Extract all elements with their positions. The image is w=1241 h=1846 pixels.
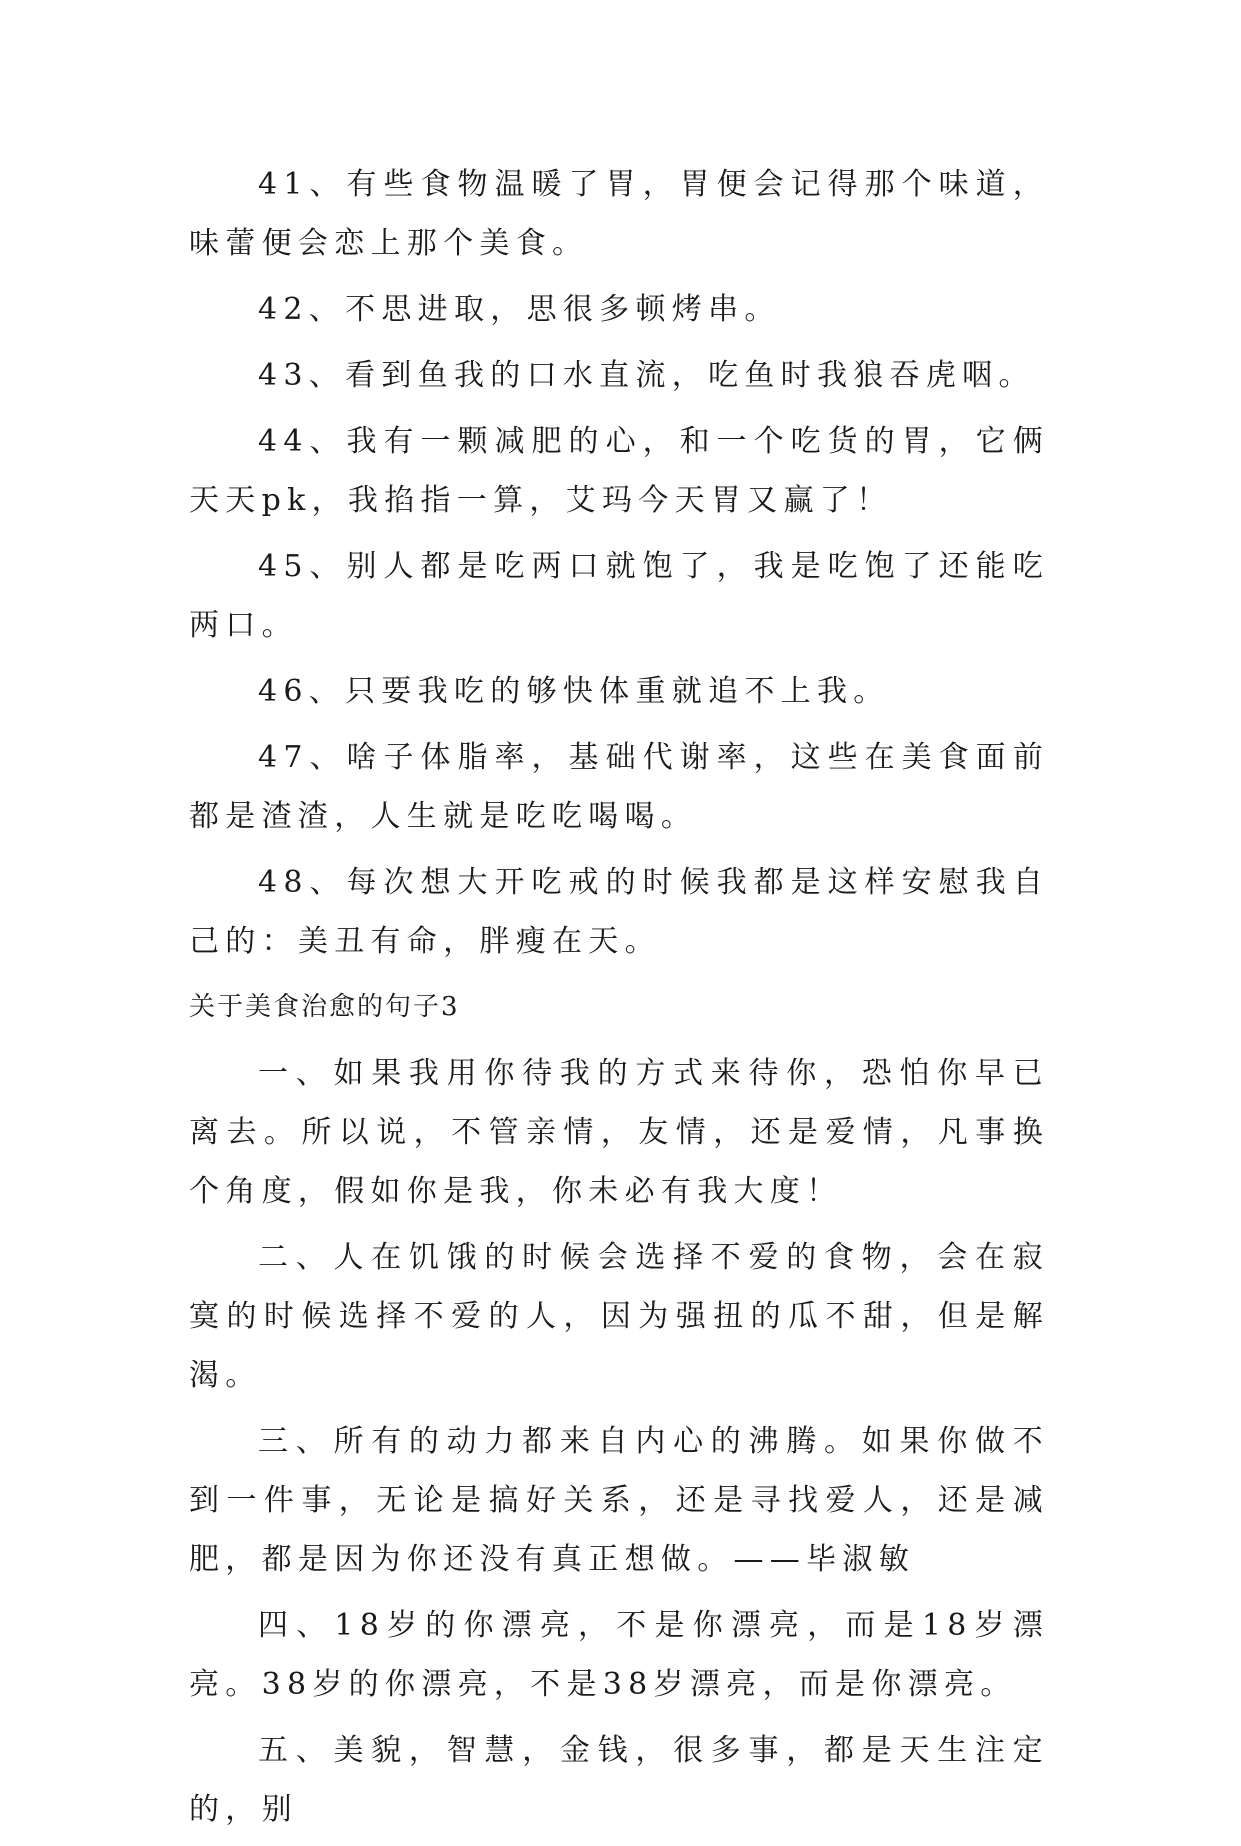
paragraph-three: 三、所有的动力都来自内心的沸腾。如果你做不到一件事，无论是搞好关系，还是寻找爱人，还是减肥，都是因为你还没有真正想做。——毕淑敏 xyxy=(189,1424,1049,1577)
paragraph-five: 五、美貌，智慧，金钱，很多事，都是天生注定的，别 xyxy=(189,1733,1049,1827)
paragraph-48: 48、每次想大开吃戒的时候我都是这样安慰我自己的：美丑有命，胖瘦在天。 xyxy=(189,865,1049,959)
paragraph-42: 42、不思进取，思很多顿烤串。 xyxy=(258,292,781,327)
paragraph-one: 一、如果我用你待我的方式来待你，恐怕你早已离去。所以说，不管亲情，友情，还是爱情，凡事换个角度，假如你是我，你未必有我大度！ xyxy=(189,1056,1049,1209)
paragraph-44: 44、我有一颗减肥的心，和一个吃货的胃，它俩天天pk，我掐指一算，艾玛今天胃又赢了！ xyxy=(189,424,1049,518)
paragraph-43: 43、看到鱼我的口水直流，吃鱼时我狼吞虎咽。 xyxy=(258,358,1035,393)
paragraph-46: 46、只要我吃的够快体重就追不上我。 xyxy=(258,674,890,709)
paragraph-45: 45、别人都是吃两口就饱了，我是吃饱了还能吃两口。 xyxy=(189,549,1049,643)
document-body xyxy=(189,155,1049,1846)
paragraph-two: 二、人在饥饿的时候会选择不爱的食物，会在寂寞的时候选择不爱的人，因为强扭的瓜不甜，但是解渴。 xyxy=(189,1240,1049,1393)
section-title: 关于美食治愈的句子3 xyxy=(189,992,460,1022)
paragraph-four: 四、18岁的你漂亮，不是你漂亮，而是18岁漂亮。38岁的你漂亮，不是38岁漂亮，而是你漂亮。 xyxy=(189,1608,1049,1702)
paragraph-41: 41、有些食物温暖了胃，胃便会记得那个味道，味蕾便会恋上那个美食。 xyxy=(189,167,1049,261)
paragraph-47: 47、啥子体脂率，基础代谢率，这些在美食面前都是渣渣，人生就是吃吃喝喝。 xyxy=(189,740,1049,834)
